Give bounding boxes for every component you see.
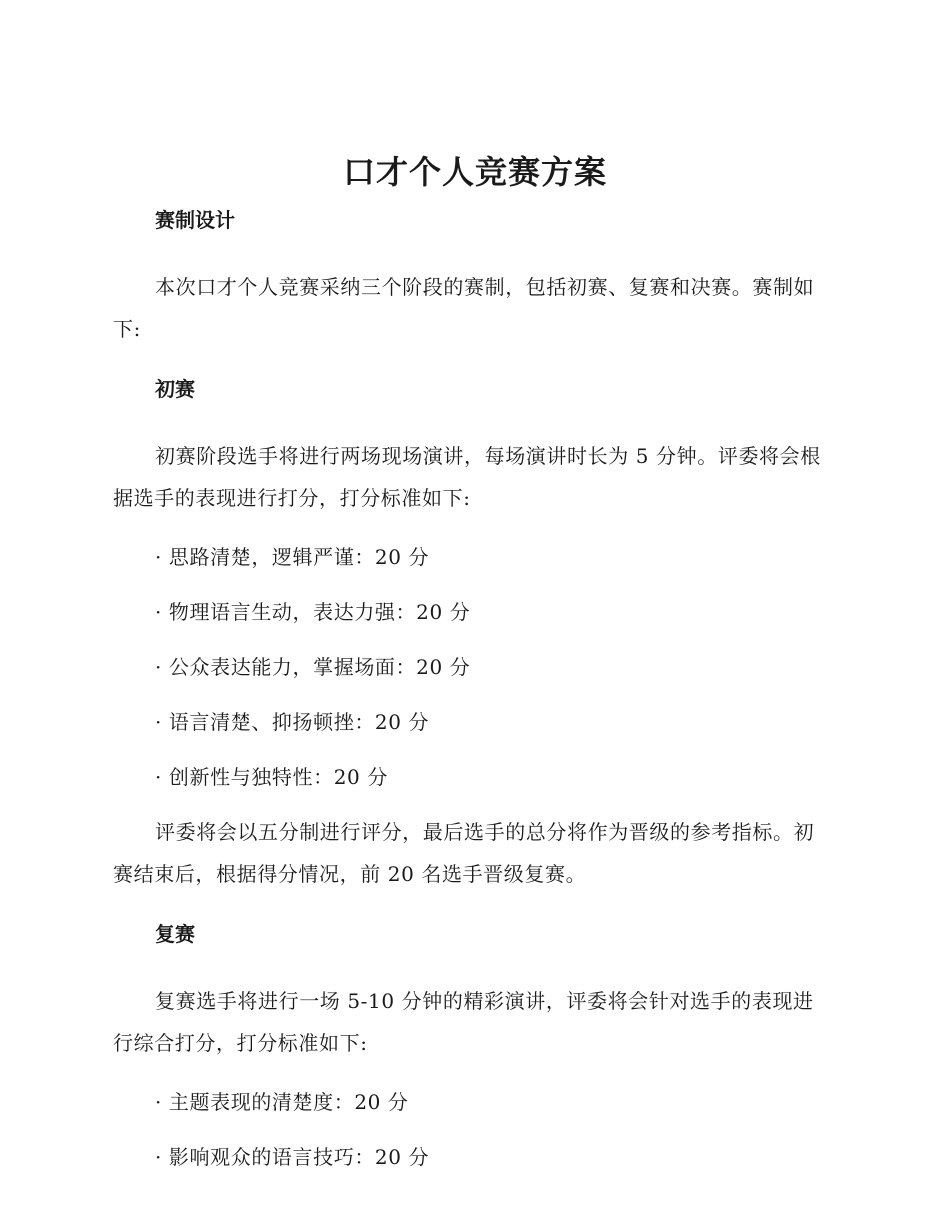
prelim-criterion: · 创新性与独特性：20 分 xyxy=(155,765,388,789)
document-title: 口才个人竞赛方案 xyxy=(342,153,607,191)
section-heading-semi: 复赛 xyxy=(155,922,195,946)
prelim-criterion: · 语言清楚、抑扬顿挫：20 分 xyxy=(155,710,430,734)
prelim-paragraph: 初赛阶段选手将进行两场现场演讲，每场演讲时长为 5 分钟。评委将会根据选手的表现进行打分，打分标准如下: xyxy=(113,444,821,510)
document-body xyxy=(113,203,833,1174)
semi-paragraph: 复赛选手将进行一场 5-10 分钟的精彩演讲，评委将会针对选手的表现进行综合打分，打分标准如下: xyxy=(113,989,814,1055)
prelim-criterion: · 公众表达能力，掌握场面：20 分 xyxy=(155,655,471,679)
design-paragraph: 本次口才个人竞赛采纳三个阶段的赛制，包括初赛、复赛和决赛。赛制如下: xyxy=(113,275,815,341)
semi-criterion: · 影响观众的语言技巧：20 分 xyxy=(155,1145,430,1169)
semi-criterion: · 主题表现的清楚度：20 分 xyxy=(155,1090,409,1114)
prelim-criterion: · 物理语言生动，表达力强：20 分 xyxy=(155,600,471,624)
section-heading-prelim: 初赛 xyxy=(155,377,195,401)
section-heading-design: 赛制设计 xyxy=(155,208,235,232)
prelim-summary-paragraph: 评委将会以五分制进行评分，最后选手的总分将作为晋级的参考指标。初赛结束后，根据得分情况，前 20 名选手晋级复赛。 xyxy=(113,820,815,886)
prelim-criterion: · 思路清楚，逻辑严谨：20 分 xyxy=(155,545,430,569)
